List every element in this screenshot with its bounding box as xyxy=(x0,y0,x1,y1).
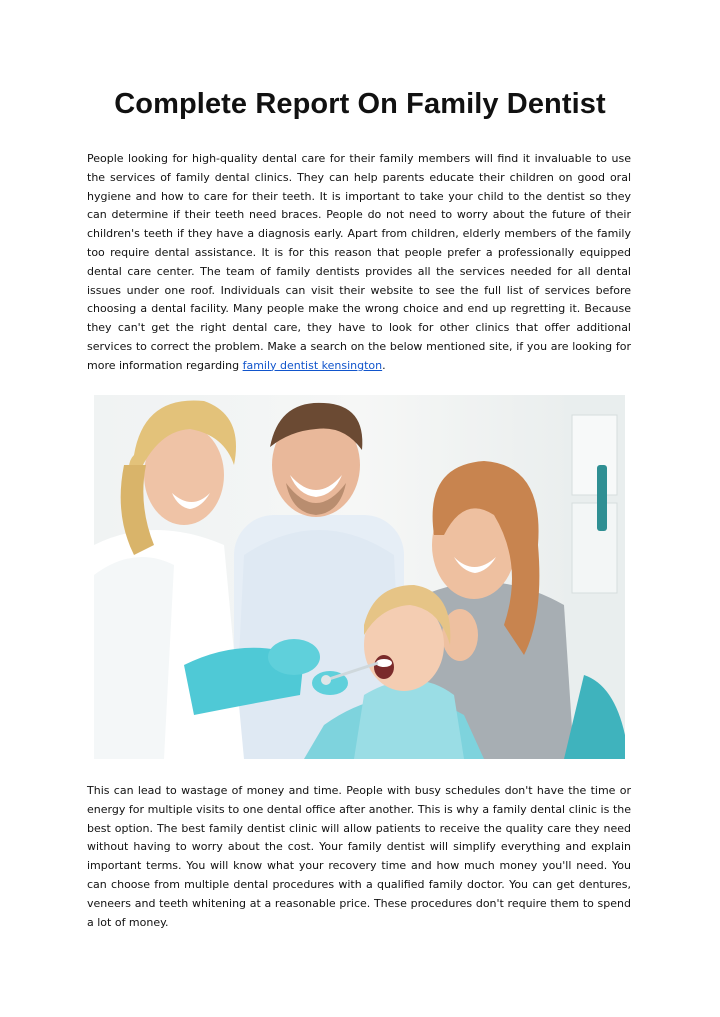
body-paragraph: This can lead to wastage of money and time. People with busy schedules don't have the time or energy for multiple visits to one dental office after another. This is why a family dental clinic is the best option. The best family dentist clinic will allow patients to receive the quality care they need without having to worry about the cost. Your family dentist will simplify everything and explain important terms. You will know what your recovery time and how much money you'll need. You can choose from multiple dental procedures with a qualified family doctor. You can get dentures, veneers and teeth whitening at a reasonable price. These procedures don't require them to spend a lot of money. xyxy=(87,784,631,929)
intro-paragraph xyxy=(87,150,631,376)
dental-family-photo xyxy=(94,395,625,759)
family-dentist-link[interactable]: family dentist kensington xyxy=(242,358,383,372)
page-title: Complete Report On Family Dentist xyxy=(114,88,606,120)
intro-end: . xyxy=(382,358,386,372)
intro-text: People looking for high-quality dental care for their family members will find it invaluable to use the services of family dental clinics. They can help parents educate their children on good oral hygiene and how to care for their teeth. It is important to take your child to the dentist so they can determine if their teeth need braces. People do not need to worry about the future of their children's teeth if they have a diagnosis early. Apart from children, elderly members of the family too require dental assistance. It is for this reason that people prefer a professionally equipped dental care center. The team of family dentists provides all the services needed for all dental issues under one roof. Individuals can visit their website to see the full list of services before choosing a dental facility. Many people make the wrong choice and end up regretting it. Because they can't get the right dental care, they have to look for other clinics that offer additional services to correct the problem. Make a search on the below mentioned site, if you are looking for more information regarding xyxy=(87,152,631,372)
